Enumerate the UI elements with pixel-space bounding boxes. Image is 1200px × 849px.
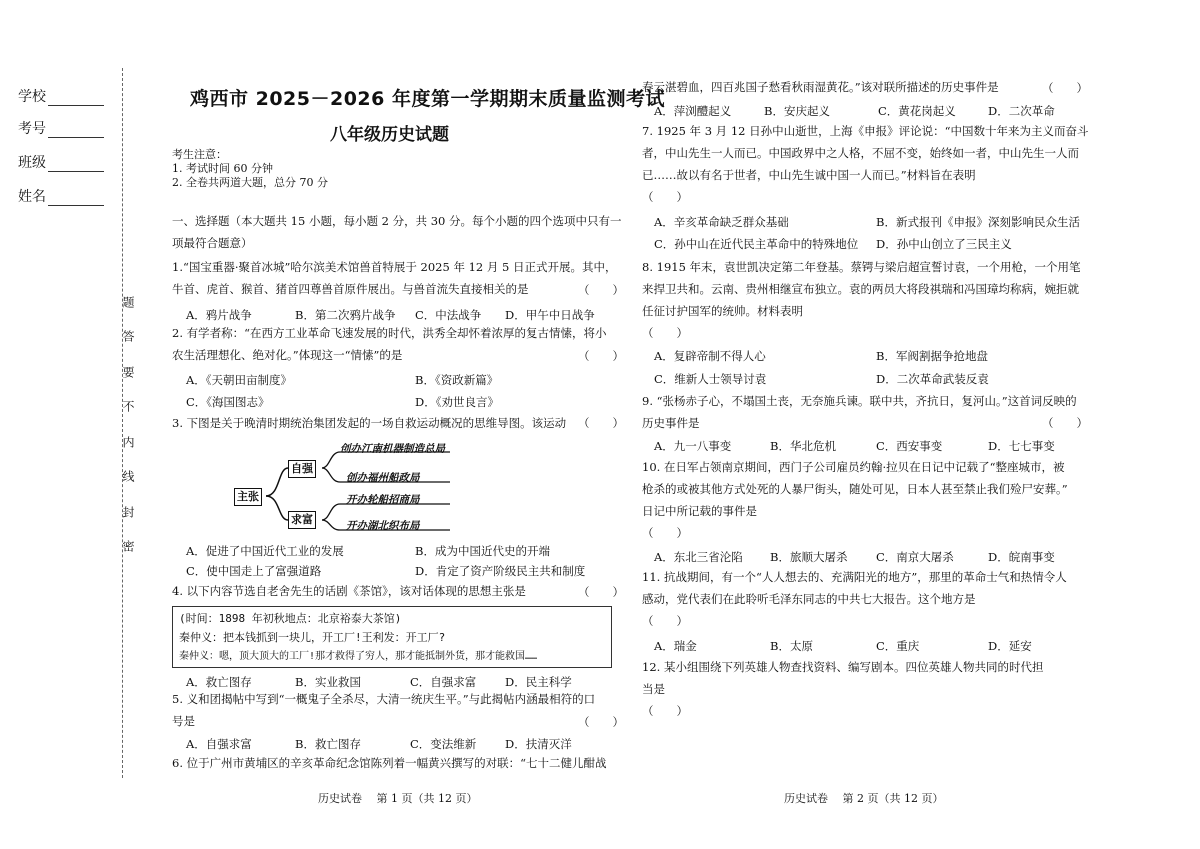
class-blank[interactable] bbox=[48, 157, 104, 172]
q8-line1: 8. 1915 年末，袁世凯决定第二年登基。蔡锷与梁启超宣誓讨袁，一个用枪，一个用笔 bbox=[642, 260, 1081, 274]
q3-option-d[interactable]: D．肯定了资产阶级民主共和制度 bbox=[415, 564, 586, 578]
q10-option-a[interactable]: A．东北三省沦陷 bbox=[654, 550, 743, 564]
q7-line1: 7. 1925 年 3 月 12 日孙中山逝世，上海《申报》评论说：“中国数十年来为主义而奋斗 bbox=[642, 124, 1089, 138]
q9-option-c[interactable]: C．西安事变 bbox=[876, 439, 943, 453]
exam-subtitle: 八年级历史试题 bbox=[330, 125, 449, 145]
class-label: 班级 bbox=[18, 152, 104, 172]
seal-word-6: 线 bbox=[121, 470, 135, 482]
question-8 bbox=[642, 256, 1092, 344]
q6-line2: 春云湛碧血，四百兆国子愁看秋雨湿黄花。”该对联所描述的历史事件是 bbox=[642, 80, 999, 94]
q8-option-c[interactable]: C．维新人士领导讨袁 bbox=[654, 372, 767, 386]
question-5 bbox=[172, 688, 622, 732]
q1-option-a[interactable]: A．鸦片战争 bbox=[186, 308, 252, 322]
dialogue-line-1: (时间：1898 年初秋地点：北京裕泰大茶馆) bbox=[179, 612, 402, 625]
q11-line2: 感动，党代表们在此聆听毛泽东同志的中共七大报告。这个地方是 bbox=[642, 592, 976, 606]
q6-line1: 6. 位于广州市黄埔区的辛亥革命纪念馆陈列着一幅黄兴撰写的对联：“七十二健儿酣战 bbox=[172, 756, 607, 770]
q1-answer-paren[interactable]: （ ） bbox=[578, 283, 624, 297]
q5-option-d[interactable]: D．扶清灭洋 bbox=[505, 737, 572, 751]
seal-word-1: 题 bbox=[121, 296, 135, 308]
q3-option-b[interactable]: B．成为中国近代史的开端 bbox=[415, 544, 550, 558]
question-6-cont bbox=[642, 76, 1092, 98]
seal-word-2: 答 bbox=[121, 330, 135, 342]
seal-word-7: 封 bbox=[121, 506, 135, 518]
q2-line2: 农生活理想化、绝对化。”体现这一“情愫”的是 bbox=[172, 348, 403, 362]
q6-option-b[interactable]: B．安庆起义 bbox=[764, 104, 830, 118]
mindmap-leaf-2: 创办福州船政局 bbox=[346, 472, 420, 484]
q11-line1: 11. 抗战期间，有一个“人人想去的、充满阳光的地方”，那里的革命士气和热情令人 bbox=[642, 570, 1067, 584]
q11-answer-paren[interactable]: （ ） bbox=[642, 614, 688, 628]
q3-line1: 3. 下图是关于晚清时期统治集团发起的一场自救运动概况的思维导图。该运动 bbox=[172, 416, 567, 430]
q4-option-d[interactable]: D．民主科学 bbox=[505, 675, 572, 689]
q5-option-a[interactable]: A．自强求富 bbox=[186, 737, 252, 751]
q8-option-b[interactable]: B．军阀割据争抢地盘 bbox=[876, 349, 988, 363]
q1-option-d[interactable]: D．甲午中日战争 bbox=[505, 308, 595, 322]
footer-page-1: 历史试卷 第 1 页（共 12 页） bbox=[318, 792, 478, 805]
q4-line1: 4. 以下内容节选自老舍先生的话剧《茶馆》，该对话体现的思想主张是 bbox=[172, 584, 526, 598]
q2-line1: 2. 有学者称：“在西方工业革命飞速发展的时代，洪秀全却怀着浓厚的复古情愫，将小 bbox=[172, 326, 607, 340]
q10-option-c[interactable]: C．南京大屠杀 bbox=[876, 550, 954, 564]
teahouse-dialogue-box bbox=[172, 606, 612, 668]
exam-no-blank[interactable] bbox=[48, 123, 104, 138]
q6-option-d[interactable]: D．二次革命 bbox=[988, 104, 1055, 118]
mindmap-leaf-3: 开办轮船招商局 bbox=[346, 494, 420, 506]
question-10 bbox=[642, 456, 1092, 544]
mindmap-leaf-1: 创办江南机器制造总局 bbox=[340, 443, 445, 455]
notes-2: 2. 全卷共两道大题，总分 70 分 bbox=[172, 176, 328, 189]
exam-no-label: 考号 bbox=[18, 118, 104, 138]
section1-line1: 一、选择题（本大题共 15 小题，每小题 2 分，共 30 分。每个小题的四个选项中只有一 bbox=[172, 214, 622, 228]
question-7 bbox=[642, 120, 1092, 208]
q12-answer-paren[interactable]: （ ） bbox=[642, 704, 688, 718]
q5-answer-paren[interactable]: （ ） bbox=[578, 715, 624, 729]
q10-answer-paren[interactable]: （ ） bbox=[642, 526, 688, 540]
q5-line2: 号是 bbox=[172, 714, 195, 728]
mindmap-root: 主张 bbox=[234, 488, 262, 506]
q4-answer-paren[interactable]: （ ） bbox=[578, 585, 624, 599]
q7-option-c[interactable]: C．孙中山在近代民主革命中的特殊地位 bbox=[654, 237, 859, 251]
q4-option-b[interactable]: B．实业救国 bbox=[295, 675, 361, 689]
q11-option-b[interactable]: B．太原 bbox=[770, 639, 813, 653]
q10-option-d[interactable]: D．皖南事变 bbox=[988, 550, 1055, 564]
q7-option-a[interactable]: A．辛亥革命缺乏群众基础 bbox=[654, 215, 789, 229]
q4-option-c[interactable]: C．自强求富 bbox=[410, 675, 477, 689]
q2-option-b[interactable]: B．《资政新篇》 bbox=[415, 373, 499, 387]
question-3 bbox=[172, 412, 622, 434]
q3-option-c[interactable]: C．使中国走上了富强道路 bbox=[186, 564, 322, 578]
q3-answer-paren[interactable]: （ ） bbox=[578, 416, 624, 430]
dialogue-line-3: 秦仲义：嗯，顶大顶大的工厂!那才救得了穷人，那才能抵制外货，那才能救国…… bbox=[179, 651, 538, 662]
q9-option-b[interactable]: B．华北危机 bbox=[770, 439, 836, 453]
section1-heading bbox=[172, 210, 622, 254]
q7-line2: 者，中山先生一人而已。中国政界中之人格，不屈不变，始终如一者，中山先生一人而 bbox=[642, 146, 1079, 160]
question-1 bbox=[172, 256, 622, 300]
q2-option-c[interactable]: C．《海国图志》 bbox=[186, 395, 270, 409]
question-12 bbox=[642, 656, 1092, 722]
q2-option-a[interactable]: A．《天朝田亩制度》 bbox=[186, 373, 293, 387]
question-4 bbox=[172, 580, 622, 602]
question-11 bbox=[642, 566, 1092, 632]
q7-line3: 已……故以有名于世者，中山先生诚中国一人而已。”材料旨在表明 bbox=[642, 168, 976, 182]
q1-line1: 1.“国宝重器·聚首冰城”哈尔滨美术馆兽首特展于 2025 年 12 月 5 日正式开展。其中， bbox=[172, 260, 617, 274]
q4-option-a[interactable]: A．救亡图存 bbox=[186, 675, 252, 689]
q12-line2: 当是 bbox=[642, 682, 665, 696]
exam-notes bbox=[172, 148, 328, 190]
notes-head: 考生注意： bbox=[172, 148, 227, 161]
q9-answer-paren[interactable]: （ ） bbox=[1042, 416, 1088, 430]
q5-line1: 5. 义和团揭帖中写到“一概鬼子全杀尽，大清一统庆生平。”与此揭帖内涵最相符的口 bbox=[172, 692, 596, 706]
q8-answer-paren[interactable]: （ ） bbox=[642, 326, 688, 340]
seal-word-3: 要 bbox=[121, 366, 135, 378]
q2-option-d[interactable]: D．《劝世良言》 bbox=[415, 395, 499, 409]
exam-title: 鸡西市 2025－2026 年度第一学期期末质量监测考试 bbox=[190, 88, 665, 110]
mindmap-leaf-4: 开办湖北织布局 bbox=[346, 520, 420, 532]
q9-line1: 9. “张杨赤子心，不塌国土丧，无奈施兵谏。联中共，齐抗日，复河山。”这首词反映的 bbox=[642, 394, 1077, 408]
mindmap-node-1: 自强 bbox=[288, 460, 316, 478]
q1-option-b[interactable]: B．第二次鸦片战争 bbox=[295, 308, 396, 322]
name-label: 姓名 bbox=[18, 186, 104, 206]
footer-page-2: 历史试卷 第 2 页（共 12 页） bbox=[784, 792, 944, 805]
q2-answer-paren[interactable]: （ ） bbox=[578, 349, 624, 363]
q5-option-c[interactable]: C．变法维新 bbox=[410, 737, 477, 751]
q9-line2: 历史事件是 bbox=[642, 416, 700, 430]
q12-line1: 12. 某小组围绕下列英雄人物查找资料、编写剧本。四位英雄人物共同的时代担 bbox=[642, 660, 1044, 674]
q11-option-d[interactable]: D．延安 bbox=[988, 639, 1032, 653]
q7-answer-paren[interactable]: （ ） bbox=[642, 190, 688, 204]
q10-line3: 日记中所记载的事件是 bbox=[642, 504, 757, 518]
seal-word-8: 密 bbox=[121, 540, 135, 552]
q11-option-c[interactable]: C．重庆 bbox=[876, 639, 920, 653]
q6-option-a[interactable]: A．萍浏醴起义 bbox=[654, 104, 732, 118]
q8-line2: 来捍卫共和。云南、贵州相继宣布独立。袁的两员大将段祺瑞和冯国璋均称病，婉拒就 bbox=[642, 282, 1079, 296]
q8-line3: 任征讨护国军的统帅。材料表明 bbox=[642, 304, 803, 318]
name-blank[interactable] bbox=[48, 191, 104, 206]
seal-word-5: 内 bbox=[121, 436, 135, 448]
q7-option-b[interactable]: B．新式报刊《申报》深刻影响民众生活 bbox=[876, 215, 1080, 229]
q6-option-c[interactable]: C．黄花岗起义 bbox=[878, 104, 956, 118]
q8-option-d[interactable]: D．二次革命武装反袁 bbox=[876, 372, 989, 386]
q3-option-a[interactable]: A．促进了中国近代工业的发展 bbox=[186, 544, 344, 558]
q10-line2: 枪杀的或被其他方式处死的人暴尸街头，随处可见，日本人甚至禁止我们殓尸安葬。” bbox=[642, 482, 1068, 496]
q9-option-a[interactable]: A．九一八事变 bbox=[654, 439, 732, 453]
dialogue-line-2: 秦仲义：把本钱抓到一块儿，开工厂!王利发：开工厂? bbox=[179, 631, 446, 644]
question-9 bbox=[642, 390, 1092, 434]
q10-line1: 10. 在日军占领南京期间，西门子公司雇员约翰·拉贝在日记中记载了“整座城市，被 bbox=[642, 460, 1065, 474]
mindmap-node-2: 求富 bbox=[288, 511, 316, 529]
q9-option-d[interactable]: D．七七事变 bbox=[988, 439, 1055, 453]
q11-option-a[interactable]: A．瑞金 bbox=[654, 639, 697, 653]
section1-line2: 项最符合题意） bbox=[172, 236, 253, 250]
q1-line2: 牛首、虎首、猴首、猪首四尊兽首原件展出。与兽首流失直接相关的是 bbox=[172, 282, 529, 296]
q1-option-c[interactable]: C．中法战争 bbox=[415, 308, 482, 322]
notes-1: 1. 考试时间 60 分钟 bbox=[172, 162, 273, 175]
seal-word-4: 不 bbox=[121, 400, 135, 412]
q6-answer-paren[interactable]: （ ） bbox=[1042, 81, 1088, 95]
school-label: 学校 bbox=[18, 86, 104, 106]
school-blank[interactable] bbox=[48, 91, 104, 106]
q10-option-b[interactable]: B．旅顺大屠杀 bbox=[770, 550, 848, 564]
q8-option-a[interactable]: A．复辟帝制不得人心 bbox=[654, 349, 766, 363]
question-2 bbox=[172, 322, 622, 366]
q5-option-b[interactable]: B．救亡图存 bbox=[295, 737, 361, 751]
seal-line bbox=[122, 68, 135, 778]
q7-option-d[interactable]: D．孙中山创立了三民主义 bbox=[876, 237, 1012, 251]
question-6-start bbox=[172, 752, 622, 774]
